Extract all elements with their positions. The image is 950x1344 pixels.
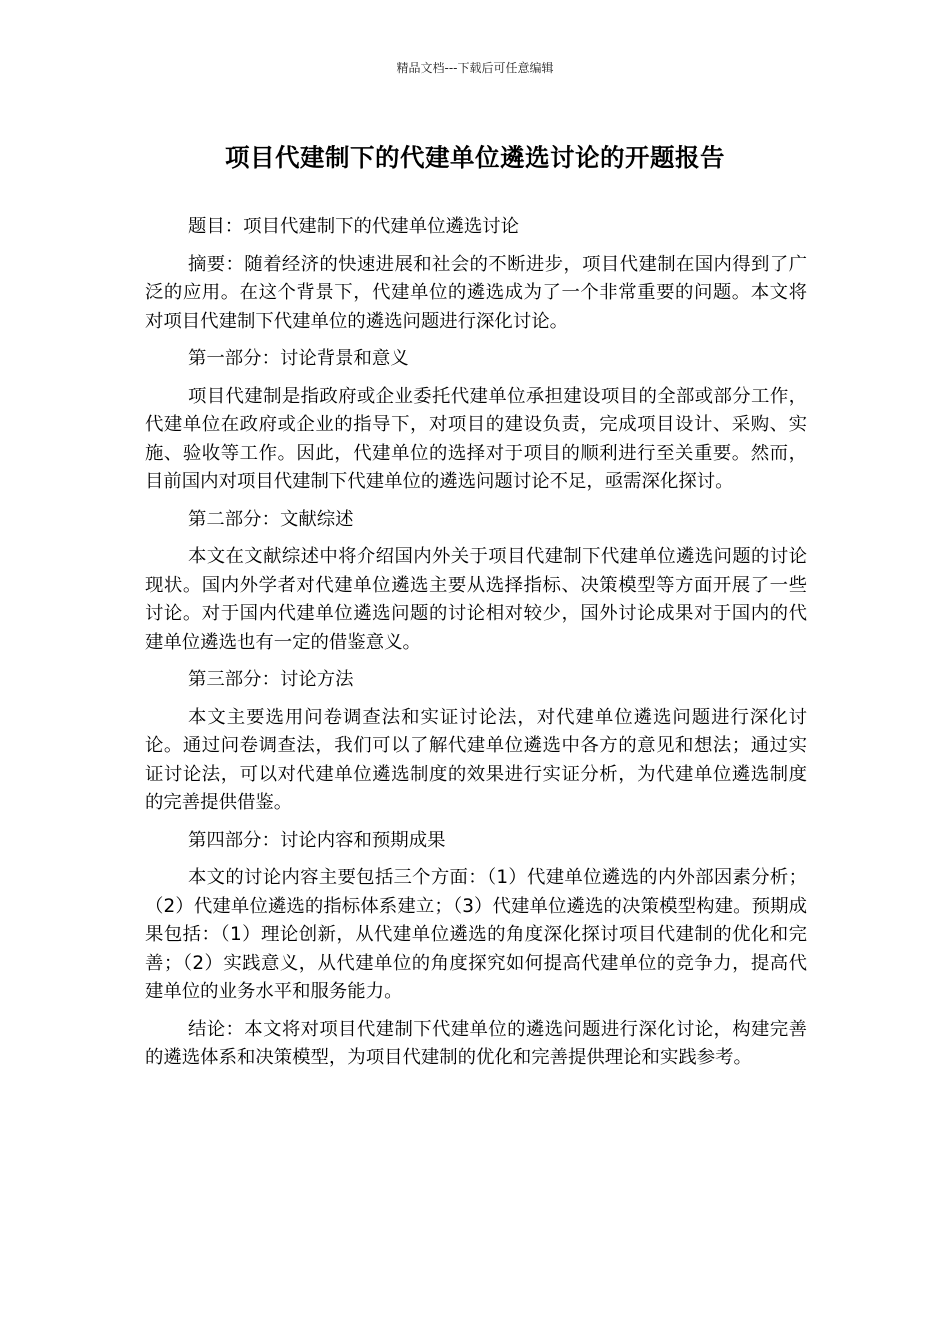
- document-title: 项目代建制下的代建单位遴选讨论的开题报告: [225, 143, 725, 172]
- section-heading-3: 第三部分：讨论方法: [188, 669, 354, 690]
- paragraph-background: 项目代建制是指政府或企业委托代建单位承担建设项目的全部或部分工作，代建单位在政府或企业的指导下，对项目的建设负责，完成项目设计、采购、实施、验收等工作。因此，代建单位的选择对于项目的顺利进行至关重要。然而，目前国内对项目代建制下代建单位的遴选问题讨论不足，亟需深化探讨。: [145, 385, 807, 492]
- document-body: [145, 213, 807, 1082]
- section-heading-4: 第四部分：讨论内容和预期成果: [188, 829, 446, 851]
- paragraph-methods: 本文主要选用问卷调查法和实证讨论法，对代建单位遴选问题进行深化讨论。通过问卷调查法，我们可以了解代建单位遴选中各方的意见和想法；通过实证讨论法，可以对代建单位遴选制度的效果进行实证分析，为代建单位遴选制度的完善提供借鉴。: [145, 706, 807, 813]
- paragraph-abstract: 摘要：随着经济的快速进展和社会的不断进步，项目代建制在国内得到了广泛的应用。在这个背景下，代建单位的遴选成为了一个非常重要的问题。本文将对项目代建制下代建单位的遴选问题进行深化讨论。: [145, 253, 807, 332]
- paragraph-topic: 题目：项目代建制下的代建单位遴选讨论: [188, 216, 520, 237]
- paragraph-conclusion: 结论：本文将对项目代建制下代建单位的遴选问题进行深化讨论，构建完善的遴选体系和决策模型，为项目代建制的优化和完善提供理论和实践参考。: [145, 1018, 807, 1068]
- paragraph-literature: 本文在文献综述中将介绍国内外关于项目代建制下代建单位遴选问题的讨论现状。国内外学者对代建单位遴选主要从选择指标、决策模型等方面开展了一些讨论。对于国内代建单位遴选问题的讨论相对较少，国外讨论成果对于国内的代建单位遴选也有一定的借鉴意义。: [145, 546, 807, 653]
- section-heading-1: 第一部分：讨论背景和意义: [188, 348, 409, 369]
- paragraph-content: 本文的讨论内容主要包括三个方面：（1）代建单位遴选的内外部因素分析；（2）代建单位遴选的指标体系建立；（3）代建单位遴选的决策模型构建。预期成果包括：（1）理论创新，从代建单位遴选的角度深化探讨项目代建制的优化和完善；（2）实践意义，从代建单位的角度探究如何提高代建单位的竞争力，提高代建单位的业务水平和服务能力。: [145, 867, 807, 1002]
- page-header: 精品文档---下载后可任意编辑: [396, 61, 554, 75]
- section-heading-2: 第二部分：文献综述: [188, 508, 354, 530]
